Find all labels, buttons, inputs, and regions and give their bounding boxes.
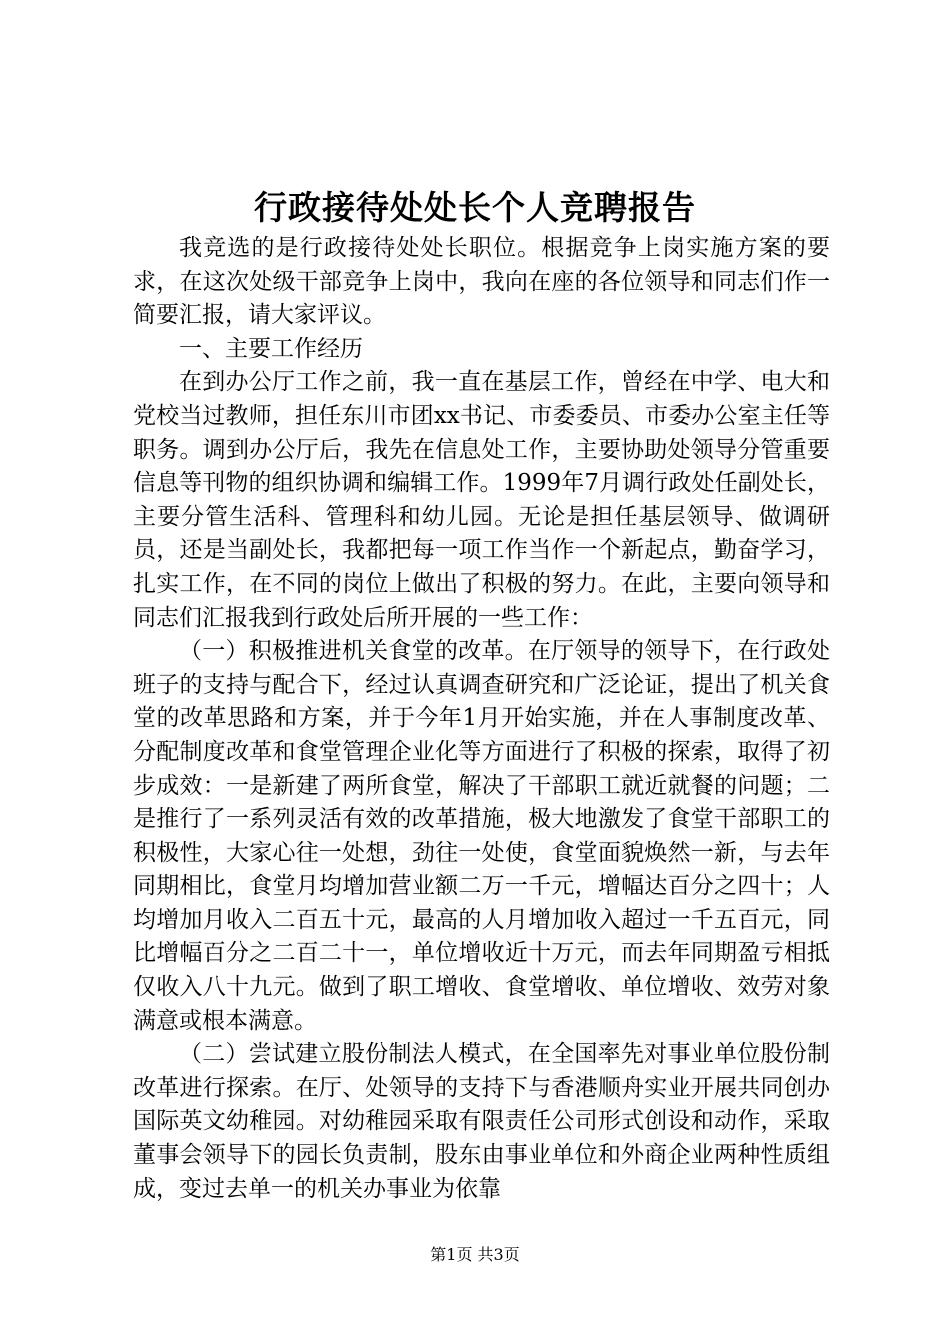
paragraph-intro: 我竞选的是行政接待处处长职位。根据竞争上岗实施方案的要求，在这次处级干部竞争上岗中，我向在座的各位领导和同志们作一简要汇报，请大家评议。 bbox=[133, 235, 830, 329]
document-body bbox=[133, 232, 830, 1206]
paragraph-work-experience: 在到办公厅工作之前，我一直在基层工作，曾经在中学、电大和党校当过教师，担任东川市团xx书记、市委委员、市委办公室主任等职务。调到办公厅后，我先在信息处工作，主要协助处领导分管重要信息等刊物的组织协调和编辑工作。1999年7月调行政处任副处长，主要分管生活科、管理科和幼儿园。无论是担任基层领导、做调研员，还是当副处长，我都把每一项工作当作一个新起点，勤奋学习，扎实工作，在不同的岗位上做出了积极的努力。在此，主要向领导和同志们汇报我到行政处后所开展的一些工作： bbox=[133, 369, 830, 631]
paragraph-shareholding-reform: （二）尝试建立股份制法人模式，在全国率先对事业单位股份制改革进行探索。在厅、处领导的支持下与香港顺舟实业开展共同创办国际英文幼稚园。对幼稚园采取有限责任公司形式创设和动作，采取董事会领导下的园长负责制，股东由事业单位和外商企业两种性质组成，变过去单一的机关办事业为依靠 bbox=[133, 1041, 830, 1202]
document-title: 行政接待处处长个人竞聘报告 bbox=[254, 188, 696, 227]
paragraph-canteen-reform: （一）积极推进机关食堂的改革。在厅领导的领导下，在行政处班子的支持与配合下，经过认真调查研究和广泛论证，提出了机关食堂的改革思路和方案，并于今年1月开始实施，并在人事制度改革、分配制度改革和食堂管理企业化等方面进行了积极的探索，取得了初步成效：一是新建了两所食堂，解决了干部职工就近就餐的问题；二是推行了一系列灵活有效的改革措施，极大地激发了食堂干部职工的积极性，大家心往一处想，劲往一处使，食堂面貌焕然一新，与去年同期相比，食堂月均增加营业额二万一千元，增幅达百分之四十；人均增加月收入二百五十元，最高的人月增加收入超过一千五百元，同比增幅百分之二百二十一，单位增收近十万元，而去年同期盈亏相抵仅收入八十九元。做到了职工增收、食堂增收、单位增收、效劳对象满意或根本满意。 bbox=[133, 638, 830, 1034]
page-number-footer: 第1页 共3页 bbox=[430, 1245, 520, 1264]
section-heading-work-experience: 一、主要工作经历 bbox=[179, 335, 363, 362]
